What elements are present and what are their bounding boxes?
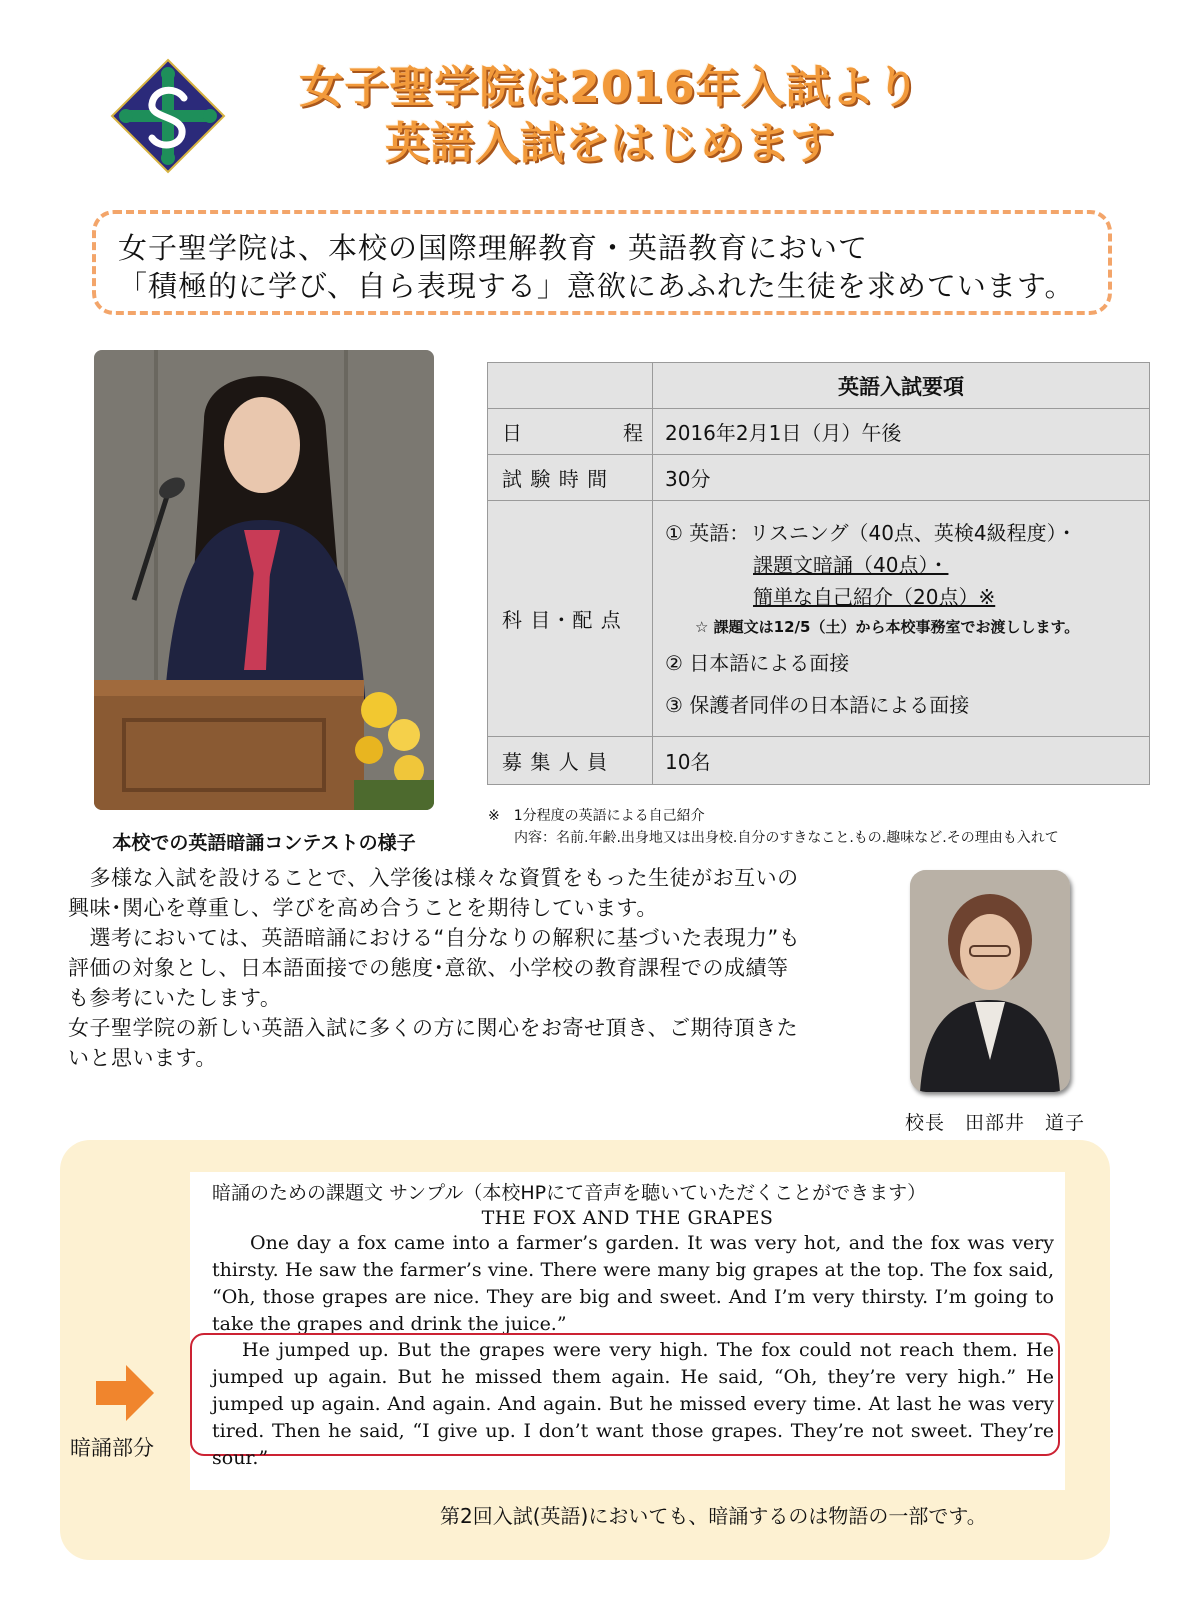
time-value: 30分: [653, 455, 1150, 501]
subject-note: ☆ 課題文は12/5（土）から本校事務室でお渡しします。: [695, 617, 1080, 636]
school-crest-icon: [110, 58, 226, 174]
intro-line-1: 女子聖学院は、本校の国際理解教育・英語教育において: [118, 231, 869, 265]
sample-heading: 暗誦のための課題文 サンプル（本校HPにて音声を聴いていただくことができます）: [212, 1182, 927, 1204]
memorize-label: 暗誦部分: [70, 1436, 154, 1460]
intro-line-2: 「積極的に学び、自ら表現する」意欲にあふれた生徒を求めています。: [118, 269, 1075, 303]
table-row: [488, 409, 1150, 455]
sample-paragraph-2: He jumped up. But the grapes were very high. The fox could not reach them. He jumped up again. But he missed them again. He said, “Oh, they’re very high.” He jumped up again. And again. And again. But he missed every time. At last he was very tired. Then he said, “I give up. I don’t want those grapes. They’re not sweet. They’re sour.”: [212, 1339, 1054, 1469]
subject-recitation: 課題文暗誦（40点）・: [753, 552, 949, 577]
arrow-right-icon: [96, 1365, 154, 1421]
table-corner-cell: [488, 363, 653, 409]
principal-caption: 校長 田部井 道子: [905, 1112, 1086, 1134]
table-row: [488, 737, 1150, 785]
body-line: も参考にいたします。: [68, 986, 282, 1010]
page-title-line2: 英語入試をはじめます: [385, 118, 835, 169]
date-label-char-1: 日: [502, 421, 523, 445]
body-line: 女子聖学院の新しい英語入試に多くの方に関心をお寄せ頂き、ご期待頂きた: [68, 1016, 799, 1040]
footnote-line-1: ※ 1分程度の英語による自己紹介: [488, 808, 705, 824]
principal-photo: [910, 870, 1070, 1092]
body-line: いと思います。: [68, 1046, 217, 1070]
subject-cell: [653, 501, 1150, 737]
photo-caption: 本校での英語暗誦コンテストの様子: [112, 832, 416, 854]
recruit-value: 10名: [653, 737, 1150, 785]
table-row: [488, 455, 1150, 501]
body-line: 興味･関心を尊重し、学びを高め合うことを期待しています。: [68, 896, 658, 920]
body-line: 選考においては、英語暗誦における“自分なりの解釈に基づいた表現力”も: [68, 926, 801, 950]
table-row: [488, 501, 1150, 737]
contest-photo: [94, 350, 434, 810]
student-speaking-illustration: [94, 350, 434, 810]
date-label: [488, 409, 653, 455]
sample-title: THE FOX AND THE GRAPES: [481, 1207, 774, 1229]
bottom-note: 第2回入試(英語)においても、暗誦するのは物語の一部です。: [440, 1504, 987, 1528]
date-label-char-2: 程: [623, 421, 644, 445]
subject-label: 科 目・配 点: [488, 501, 653, 737]
time-label: 試 験 時 間: [488, 455, 653, 501]
body-line: 評価の対象とし、日本語面接での態度･意欲、小学校の教育課程での成績等: [68, 956, 789, 980]
subject-interview: ② 日本語による面接: [665, 650, 850, 675]
date-value: 2016年2月1日（月）午後: [653, 409, 1150, 455]
footnote-line-2: 内容：名前.年齢.出身地又は出身校.自分のすきなこと.もの.趣味など.その理由も入れて: [514, 830, 1059, 846]
principal-portrait-illustration: [910, 870, 1070, 1092]
recruit-label: 募 集 人 員: [488, 737, 653, 785]
subject-parent-interview: ③ 保護者同伴の日本語による面接: [665, 692, 970, 717]
exam-details-table: [487, 362, 1150, 785]
page-title-line1: 女子聖学院は2016年入試より: [299, 62, 921, 113]
table-header-row: [488, 363, 1150, 409]
subject-english: ① 英語：リスニング（40点、英検4級程度）・: [665, 520, 1077, 545]
table-heading: 英語入試要項: [653, 363, 1150, 409]
sample-paragraph-1: One day a fox came into a farmer’s garden. It was very hot, and the fox was very thirsty. He saw the farmer’s vine. There were many big grapes at the top. The fox said, “Oh, those grapes are nice. They are big and sweet. And I’m very thirsty. I’m going to take the grapes and drink the juice.”: [212, 1232, 1054, 1335]
subject-self-intro: 簡単な自己紹介（20点）※: [753, 584, 996, 609]
body-line: 多様な入試を設けることで、入学後は様々な資質をもった生徒がお互いの: [68, 866, 799, 890]
